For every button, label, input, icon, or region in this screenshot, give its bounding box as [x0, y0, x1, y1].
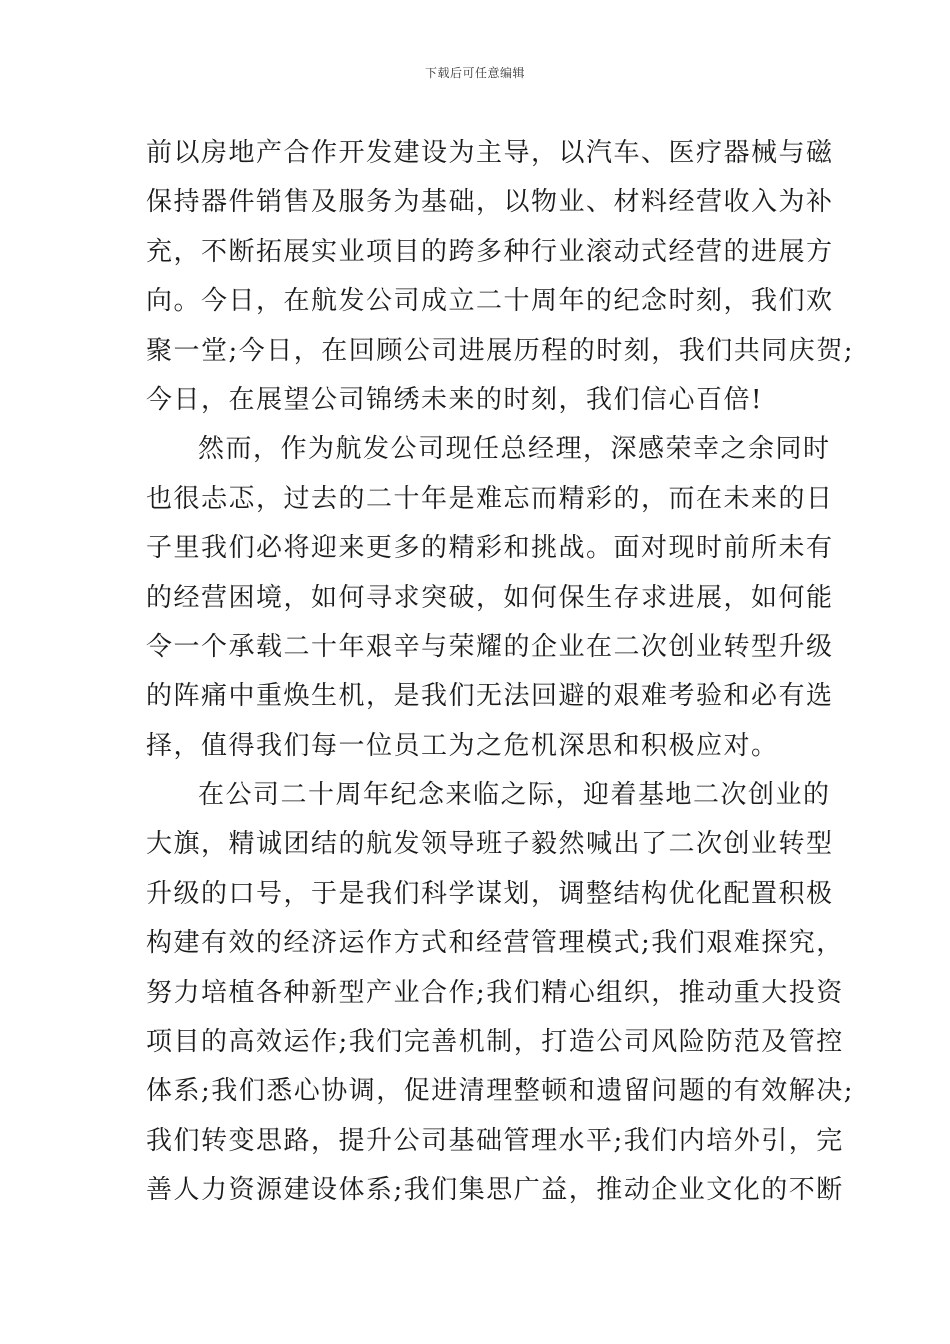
- text-line: 构建有效的经济运作方式和经营管理模式;我们艰难探究，: [146, 928, 844, 959]
- text-line: 大旗，精诚团结的航发领导班子毅然喊出了二次创业转型: [146, 829, 834, 860]
- text-line: 今日，在展望公司锦绣未来的时刻，我们信心百倍!: [146, 384, 763, 415]
- text-line: 努力培植各种新型产业合作;我们精心组织，推动重大投资: [146, 977, 844, 1008]
- text-line: 聚一堂;今日，在回顾公司进展历程的时刻，我们共同庆贺;: [146, 335, 855, 366]
- text-line: 令一个承载二十年艰辛与荣耀的企业在二次创业转型升级: [146, 631, 834, 662]
- text-line: 充，不断拓展实业项目的跨多种行业滚动式经营的进展方: [146, 236, 834, 267]
- text-line: 的阵痛中重焕生机，是我们无法回避的艰难考验和必有选: [146, 681, 834, 712]
- text-line: 前以房地产合作开发建设为主导，以汽车、医疗器械与磁: [146, 138, 834, 168]
- text-line: 在公司二十周年纪念来临之际，迎着基地二次创业的: [198, 780, 831, 811]
- text-line: 升级的口号，于是我们科学谋划，调整结构优化配置积极: [146, 878, 834, 909]
- page-header: 下载后可任意编辑: [424, 66, 525, 80]
- text-line: 我们转变思路，提升公司基础管理水平;我们内培外引，完: [146, 1125, 844, 1156]
- body-text: [146, 129, 855, 1216]
- text-line: 保持器件销售及服务为基础，以物业、材料经营收入为补: [146, 187, 834, 218]
- text-line: 的经营困境，如何寻求突破，如何保生存求进展，如何能: [146, 582, 834, 613]
- paragraph-3: [146, 771, 855, 1216]
- text-line: 体系;我们悉心协调，促进清理整顿和遗留问题的有效解决;: [146, 1076, 855, 1107]
- text-line: 然而，作为航发公司现任总经理，深感荣幸之余同时: [198, 434, 831, 465]
- paragraph-1: [146, 129, 855, 425]
- text-line: 项目的高效运作;我们完善机制，打造公司风险防范及管控: [146, 1027, 844, 1058]
- text-line: 也很忐忑，过去的二十年是难忘而精彩的，而在未来的日: [146, 483, 834, 514]
- text-line: 子里我们必将迎来更多的精彩和挑战。面对现时前所未有: [146, 533, 834, 564]
- text-line: 择，值得我们每一位员工为之危机深思和积极应对。: [146, 730, 779, 761]
- paragraph-2: [146, 425, 834, 771]
- text-line: 向。今日，在航发公司成立二十周年的纪念时刻，我们欢: [146, 286, 834, 317]
- text-line: 善人力资源建设体系;我们集思广益，推动企业文化的不断: [146, 1175, 844, 1206]
